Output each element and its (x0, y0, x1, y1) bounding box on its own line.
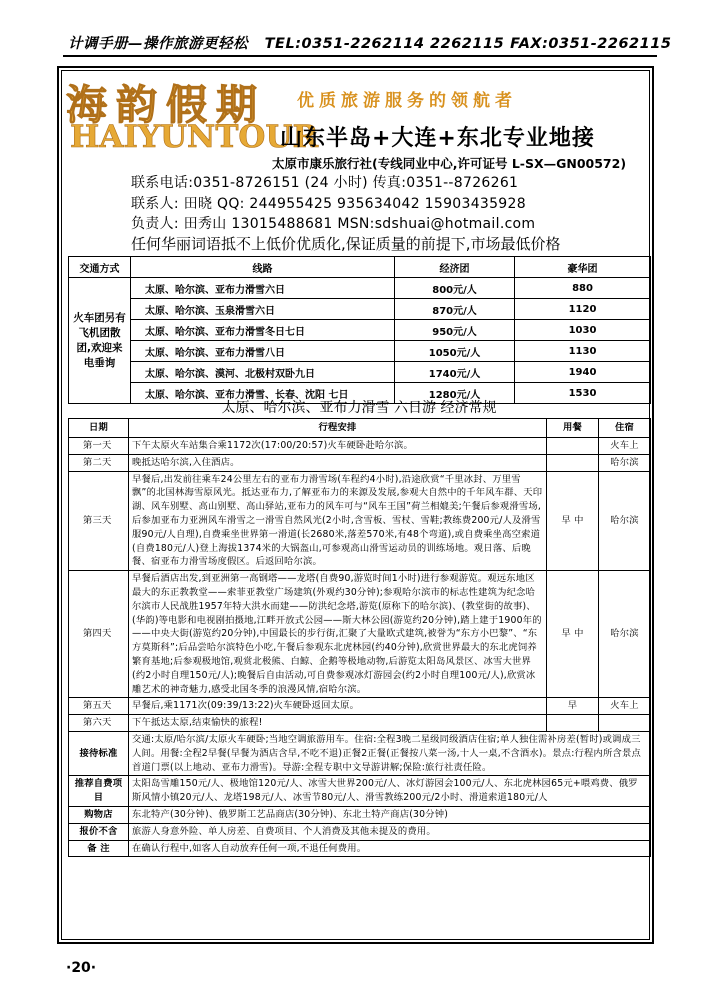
day-stay: 火车上 (599, 698, 651, 715)
route-cell: 太原、哈尔滨、漠河、北极村双卧九日 (131, 362, 395, 383)
day-label: 第三天 (69, 471, 129, 571)
day-meal: 早 中 (547, 471, 599, 571)
itinerary-table (68, 418, 651, 857)
header-rule (63, 55, 657, 57)
day-stay: 火车上 (599, 438, 651, 455)
header-tel: TEL:0351-2262114 2262115 (264, 36, 505, 52)
logo-en: HAIYUNTOUR (70, 119, 319, 155)
day-desc: 早餐后,出发前往乘车24公里左右的亚布力滑雪场(车程约4小时),沿途欣赏“千里冰封、万里雪飘”的北国林海雪原风光。抵达亚布力,了解亚布力的来源及发展,参观大自然中的千年风车群、天印湖、风车别墅、高山别墅、高山驿站,亚布力的风车可与“风车王国”荷兰相媲美;午餐后参观滑雪场,后参加亚布力亚洲风车滑雪之一滑雪自然风光(2小时,含雪板、雪杖、雪鞋;教练费200元/人及滑雪服90元/人自理),自费乘坐世界第一滑道(长2680米,落差570米,有48个弯道),或自费乘坐高空索道(自费180元/人)登上海拔1374米的大锅盔山,可参观高山滑雪运动员的训练场地。观日落、后晚餐、宿亚布力滑雪场度假区。后返回哈尔滨。 (129, 471, 547, 571)
page-header (68, 32, 672, 54)
header-fax: FAX:0351-2262115 (510, 36, 672, 52)
day-stay: 哈尔滨 (599, 454, 651, 471)
price-excl-text: 旅游人身意外险、单人房差、自费项目、个人消费及其他未提及的费用。 (129, 823, 651, 840)
lux-price: 1530 (515, 383, 651, 404)
page-number: ·20· (66, 960, 97, 976)
eco-price: 1740元/人 (395, 362, 515, 383)
standard-label: 接待标准 (69, 731, 129, 775)
itin-header-meal: 用餐 (547, 419, 599, 438)
route-cell: 太原、哈尔滨、亚布力滑雪八日 (131, 341, 395, 362)
optional-text: 太阳岛雪雕150元/人、极地馆120元/人、冰雪大世界200元/人、冰灯游园会100元/人、东北虎林园65元+喂鸡费、俄罗斯风情小镇20元/人、龙塔198元/人、冰雪节80元/人、滑雪教练200元/2小时、滑道索道180元/人 (129, 776, 651, 807)
day-label: 第一天 (69, 438, 129, 455)
price-header-route: 线路 (131, 257, 395, 278)
day-label: 第六天 (69, 715, 129, 732)
contact-phone: 联系电话:0351-8726151 (24 小时) 传真:0351--8726261 (131, 175, 519, 191)
itin-header-stay: 住宿 (599, 419, 651, 438)
contact-person: 联系人: 田晓 QQ: 244955425 935634042 15903435928 (131, 196, 526, 212)
day-desc: 早餐后,乘1171次(09:39/13:22)火车硬卧返回太原。 (129, 698, 547, 715)
shopping-label: 购物店 (69, 806, 129, 823)
header-left: 计调手册—操作旅游更轻松 (68, 36, 248, 52)
day-meal (547, 438, 599, 455)
agency-info: 太原市康乐旅行社(专线同业中心,许可证号 L-SX—GN00572) (272, 156, 627, 171)
day-desc: 晚抵达哈尔滨,入住酒店。 (129, 454, 547, 471)
price-table (68, 256, 651, 404)
remark-label: 备 注 (69, 840, 129, 857)
day-meal: 早 (547, 698, 599, 715)
day-stay: 哈尔滨 (599, 571, 651, 698)
transport-cell: 火车团另有飞机团散团,欢迎来电垂询 (69, 278, 131, 404)
day-desc: 下午抵达太原,结束愉快的旅程! (129, 715, 547, 732)
slogan: 优质旅游服务的领航者 (297, 91, 517, 111)
lux-price: 880 (515, 278, 651, 299)
eco-price: 1280元/人 (395, 383, 515, 404)
route-cell: 太原、哈尔滨、玉泉滑雪六日 (131, 299, 395, 320)
lux-price: 1120 (515, 299, 651, 320)
day-meal (547, 454, 599, 471)
price-header-luxury: 豪华团 (515, 257, 651, 278)
day-stay (599, 715, 651, 732)
itin-header-date: 日期 (69, 419, 129, 438)
lux-price: 1940 (515, 362, 651, 383)
eco-price: 1050元/人 (395, 341, 515, 362)
day-desc: 早餐后酒店出发,到亚洲第一高钢塔——龙塔(自费90,游览时间1小时)进行参观游览。观远东地区最大的东正教教堂——索菲亚教堂广场建筑(外观约30分钟);参观哈尔滨市的标志性建筑为纪念哈尔滨市人民战胜1957年特大洪水而建——防洪纪念塔,游览(原称下的哈尔滨)、(教堂街的故事)、(华韵)等电影和电视剧拍摄地,江畔开放式公园——斯大林公园(游览约20分钟),踏上建于1900年的——中央大街(游览约20分钟),中国最长的步行街,汇聚了大量欧式建筑,被誉为“东方小巴黎”、“东方莫斯科”;后品尝哈尔滨特色小吃,午餐后参观东北虎林园(约40分钟),欣赏世界最大的东北虎饲养繁育基地;后参观极地馆,观赏北极熊、白鲸、企鹅等极地动物,后游览太阳岛风景区、冰雪大世界(约2小时自理150元/人);晚餐后自由活动,可自费参观冰灯游园会(约2小时自理100元/人),欣赏冰雕艺术的神奇魅力,感受北国冬季的浪漫风情,宿哈尔滨。 (129, 571, 547, 698)
remark-text: 在确认行程中,如客人自动放弃任何一项,不退任何费用。 (129, 840, 651, 857)
day-label: 第二天 (69, 454, 129, 471)
itin-header-schedule: 行程安排 (129, 419, 547, 438)
day-meal: 早 中 (547, 571, 599, 698)
day-stay: 哈尔滨 (599, 471, 651, 571)
eco-price: 950元/人 (395, 320, 515, 341)
price-header-transport: 交通方式 (69, 257, 131, 278)
standard-text: 交通:太原/哈尔滨/太原火车硬卧;当地空调旅游用车。住宿:全程3晚二星级同级酒店住宿;单人独住需补房差(暂时)或调成三人间。用餐:全程2早餐(早餐为酒店含早,不吃不退)正餐2正餐(正餐按八菜一汤,十人一桌,不含酒水)。景点:行程内所含景点首道门票(以上地动、亚布力滑雪)。导游:全程专职中文导游讲解;保险:旅行社责任险。 (129, 731, 651, 775)
day-label: 第四天 (69, 571, 129, 698)
price-promise: 任何华丽词语抵不上低价优质化,保证质量的前提下,市场最低价格 (131, 235, 561, 253)
lux-price: 1030 (515, 320, 651, 341)
day-desc: 下午太原火车站集合乘1172次(17:00/20:57)火车硬卧赴哈尔滨。 (129, 438, 547, 455)
route-cell: 太原、哈尔滨、亚布力滑雪六日 (131, 278, 395, 299)
lux-price: 1130 (515, 341, 651, 362)
itinerary-title: 太原、哈尔滨、亚布力滑雪 六日游 经济常规 (221, 400, 497, 416)
eco-price: 800元/人 (395, 278, 515, 299)
route-cell: 太原、哈尔滨、亚布力滑雪冬日七日 (131, 320, 395, 341)
shopping-text: 东北特产(30分钟)、俄罗斯工艺品商店(30分钟)、东北土特产商店(30分钟) (129, 806, 651, 823)
price-header-economy: 经济团 (395, 257, 515, 278)
contact-manager: 负责人: 田秀山 13015488681 MSN:sdshuai@hotmail.com (131, 216, 536, 232)
optional-label: 推荐自费项目 (69, 776, 129, 807)
day-label: 第五天 (69, 698, 129, 715)
price-excl-label: 报价不含 (69, 823, 129, 840)
day-meal (547, 715, 599, 732)
specialty-line: 山东半岛+大连+东北专业地接 (280, 126, 595, 151)
route-cell: 太原、哈尔滨、亚布力滑雪、长春、沈阳 七日 (131, 383, 395, 404)
eco-price: 870元/人 (395, 299, 515, 320)
logo-cn: 海韵假期 (66, 81, 266, 129)
